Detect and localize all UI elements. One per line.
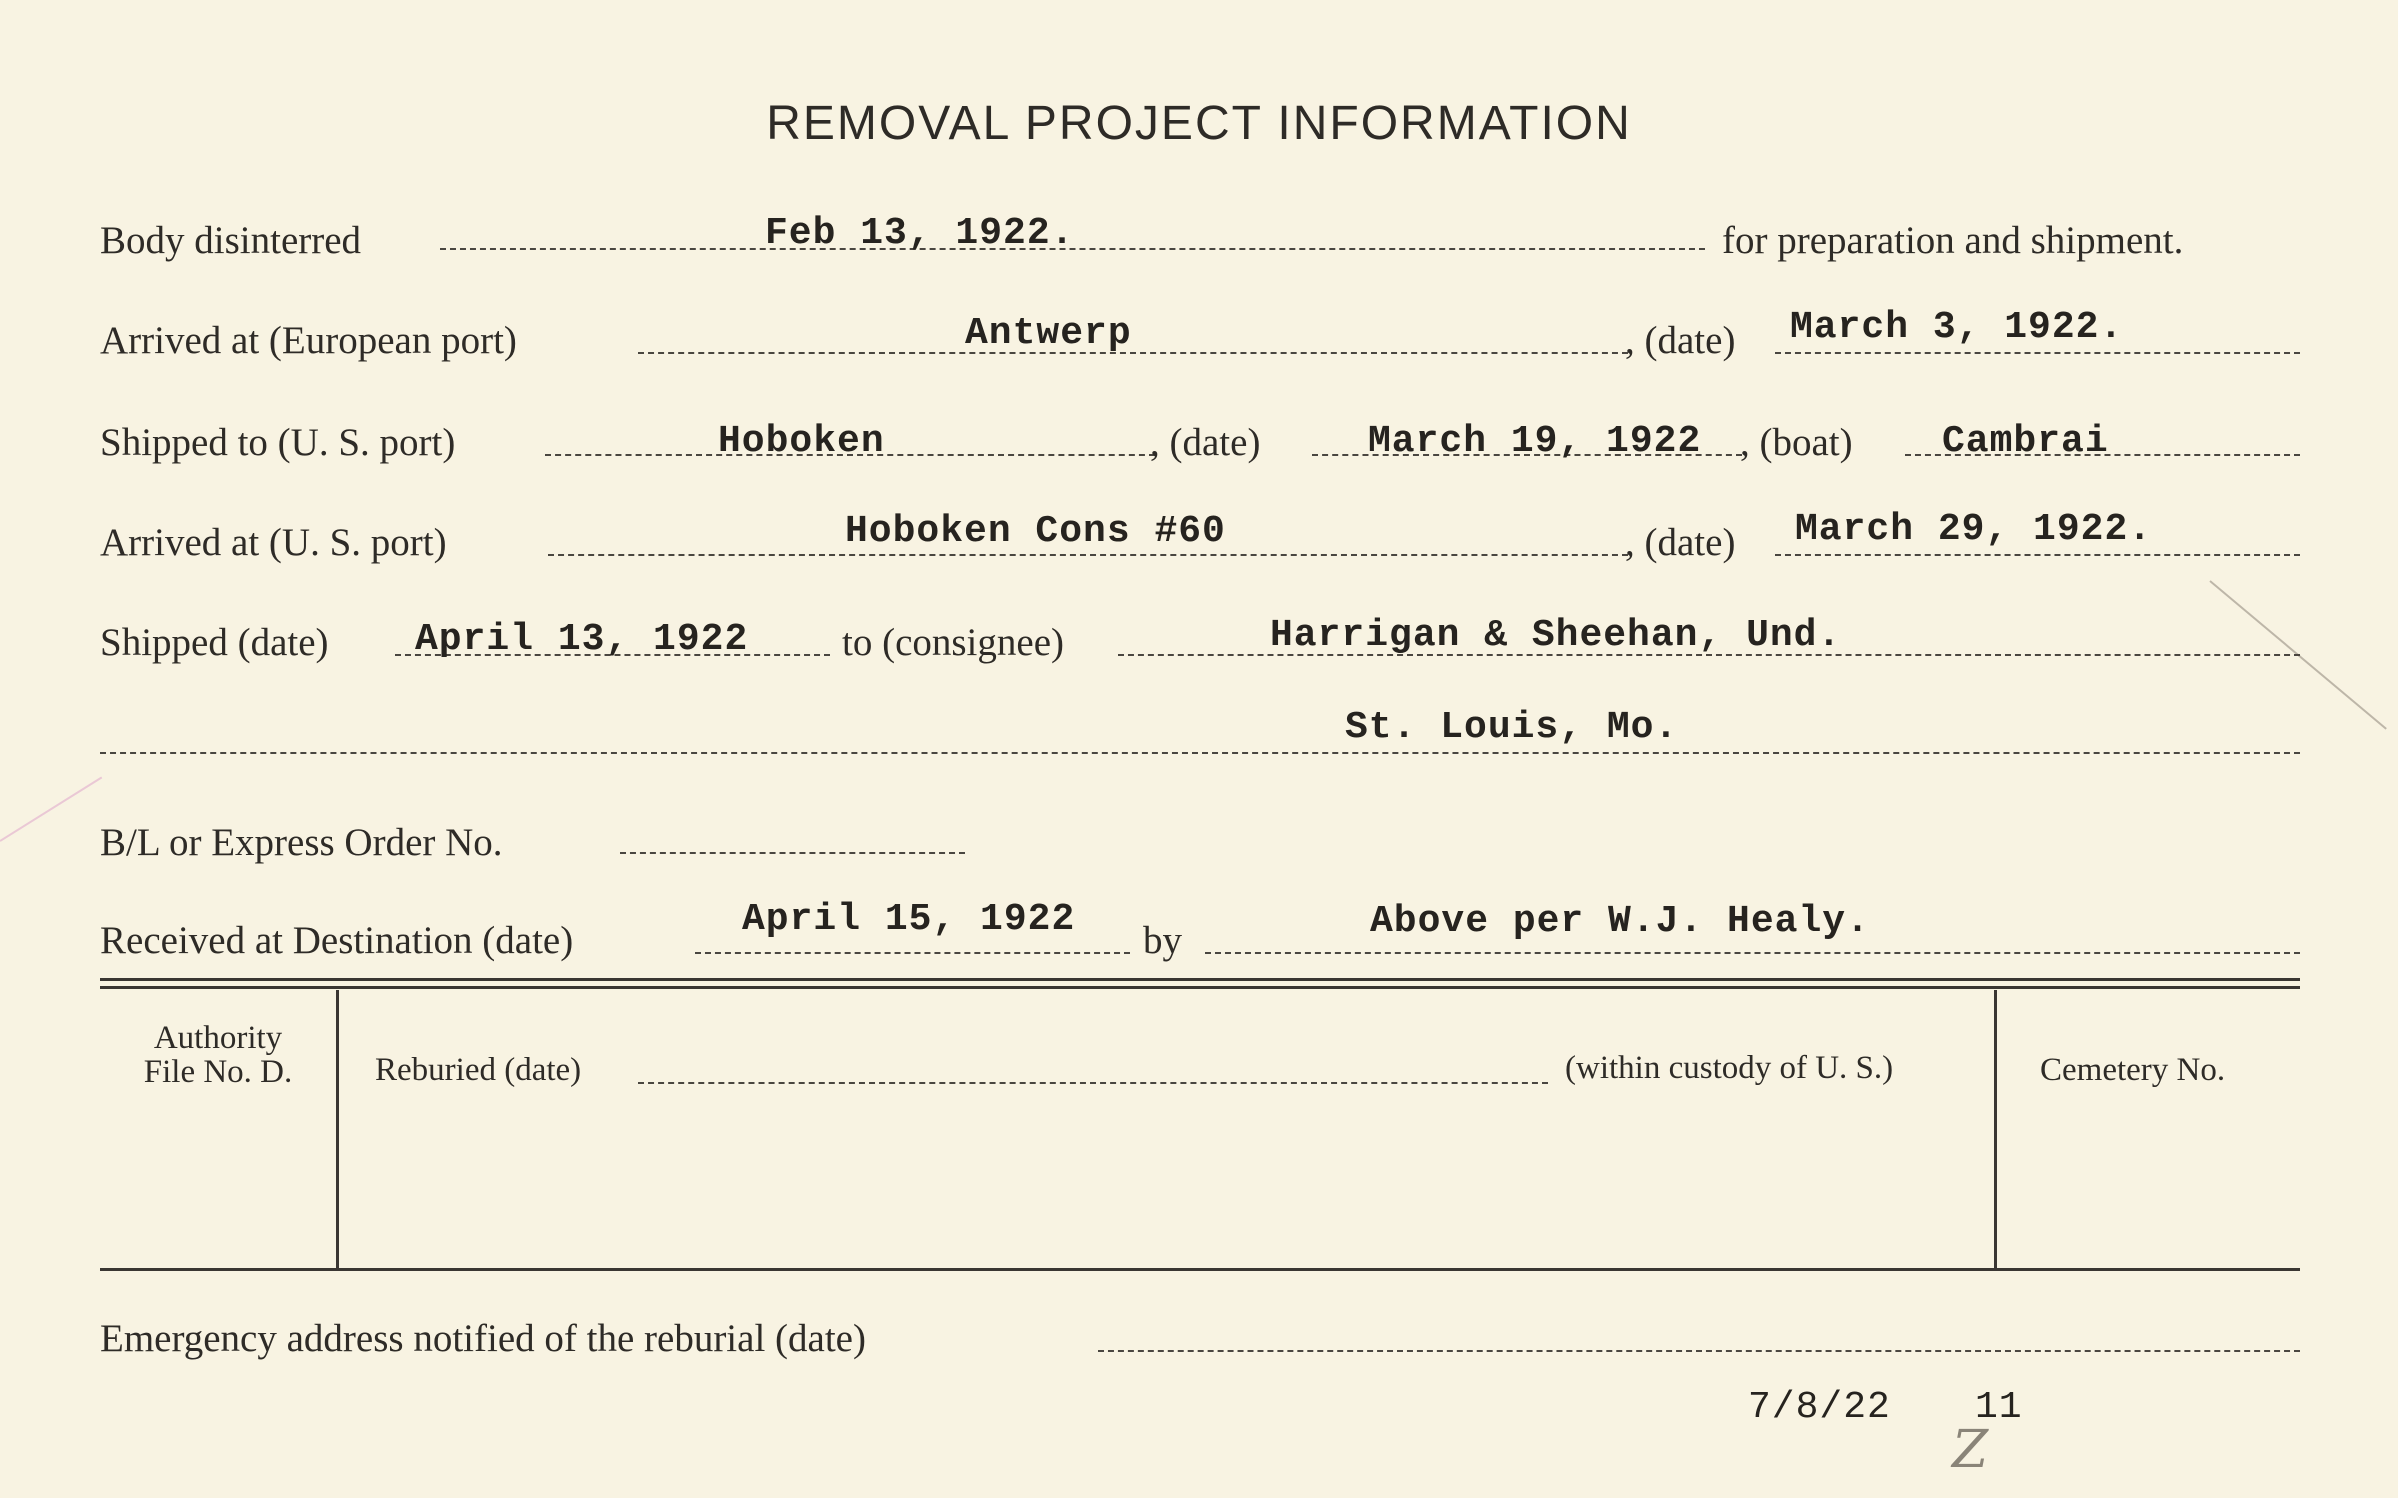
european-port-value: Antwerp (965, 312, 1132, 355)
consignee-value: Harrigan & Sheehan, Und. (1270, 614, 1842, 657)
european-port-line (638, 352, 1628, 354)
us-port-arrived-label: Arrived at (U. S. port) (100, 521, 447, 564)
custody-label: (within custody of U. S.) (1565, 1050, 1894, 1086)
table-divider-left (336, 990, 339, 1270)
us-port-arrived-line (548, 554, 1628, 556)
pencil-mark: Z (1952, 1420, 1989, 1480)
table-top-rule-2 (100, 986, 2300, 989)
bl-express-order-line (620, 852, 965, 854)
authority-label: Authority (153, 1020, 283, 1056)
european-date-label: , (date) (1625, 319, 1736, 362)
us-port-shipped-date-value: March 19, 1922 (1368, 420, 1702, 463)
emergency-address-line (1098, 1350, 2300, 1352)
pink-stray-mark (0, 777, 102, 842)
us-port-arrived-date-line (1775, 554, 2300, 556)
us-port-arrived-date-value: March 29, 1922. (1795, 508, 2153, 551)
shipment-suffix: for preparation and shipment. (1722, 219, 2184, 262)
disinterred-date: Feb 13, 1922. (765, 212, 1075, 255)
by-value: Above per W.J. Healy. (1370, 900, 1870, 943)
file-no-label: File No. D. (143, 1054, 293, 1090)
received-destination-label: Received at Destination (date) (100, 919, 574, 962)
footer-number: 11 (1975, 1386, 2023, 1429)
cemetery-no-label: Cemetery No. (2040, 1052, 2226, 1088)
us-port-shipped-label: Shipped to (U. S. port) (100, 421, 456, 464)
us-port-shipped-value: Hoboken (718, 420, 885, 463)
european-port-label: Arrived at (European port) (100, 319, 517, 362)
boat-value: Cambrai (1942, 420, 2109, 463)
consignee-continuation-line (100, 752, 2300, 754)
reburied-label: Reburied (date) (375, 1052, 582, 1088)
page-title: REMOVAL PROJECT INFORMATION (766, 97, 1632, 150)
shipped-date-label: Shipped (date) (100, 621, 329, 664)
table-top-rule-1 (100, 978, 2300, 981)
us-port-arrived-value: Hoboken Cons #60 (845, 510, 1226, 553)
body-disinterred-label: Body disinterred (100, 219, 362, 262)
boat-label: , (boat) (1740, 421, 1853, 464)
table-divider-right (1994, 990, 1997, 1270)
european-date-value: March 3, 1922. (1790, 306, 2124, 349)
by-label: by (1143, 919, 1182, 962)
us-port-arrived-date-label: , (date) (1625, 521, 1736, 564)
european-date-line (1775, 352, 2300, 354)
bl-express-order-label: B/L or Express Order No. (100, 821, 503, 864)
consignee-label: to (consignee) (842, 621, 1065, 664)
footer-date: 7/8/22 (1748, 1386, 1891, 1429)
shipped-date-value: April 13, 1922 (415, 618, 749, 661)
consignee-city-value: St. Louis, Mo. (1345, 706, 1679, 749)
received-destination-line (695, 952, 1130, 954)
us-port-shipped-date-label: , (date) (1150, 421, 1261, 464)
received-destination-date: April 15, 1922 (742, 898, 1076, 941)
table-bottom-rule (100, 1268, 2300, 1271)
emergency-address-label: Emergency address notified of the reburial (date) (100, 1317, 866, 1360)
by-line (1205, 952, 2300, 954)
reburied-line (638, 1082, 1548, 1084)
